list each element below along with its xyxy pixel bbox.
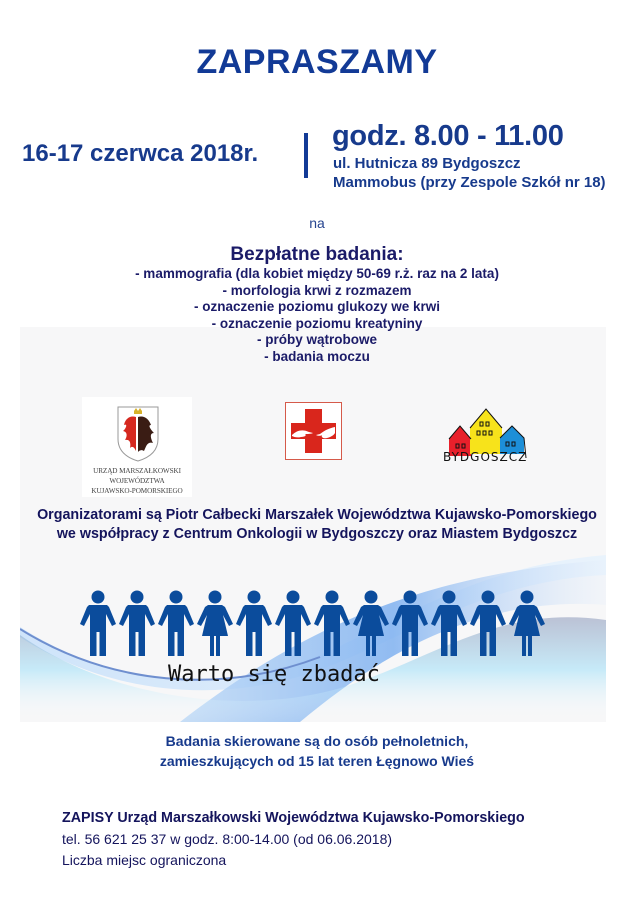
divider <box>304 133 308 178</box>
list-item: - próby wątrobowe <box>256 332 377 348</box>
slogan: Warto się zbadać <box>168 662 380 687</box>
registration-title: ZAPISY Urząd Marszałkowski Województwa Kujawsko-Pomorskiego <box>62 810 525 826</box>
organizers-line-2: we współpracy z Centrum Onkologii w Bydgoszczy oraz Miastem Bydgoszcz <box>56 526 578 542</box>
organizers-line-1: Organizatorami są Piotr Całbecki Marszałek Województwa Kujawsko-Pomorskiego <box>37 507 597 523</box>
eligibility-line-1: Badania skierowane są do osób pełnoletnich, <box>165 733 469 749</box>
bydgoszcz-houses-icon <box>440 404 536 462</box>
list-item: - morfologia krwi z rozmazem <box>222 282 412 298</box>
eligibility-line-2: zamieszkujących od 15 lat teren Łęgnowo Wieś <box>159 753 475 769</box>
list-item: - mammografia (dla kobiet między 50-69 r.ż. raz na 2 lata) <box>135 266 499 281</box>
bydgoszcz-logo-text: BYDGOSZCZ <box>443 450 528 462</box>
registration-note: Liczba miejsc ograniczona <box>62 852 227 868</box>
free-tests-title: Bezpłatne badania: <box>230 244 404 265</box>
page-title: ZAPRASZAMY <box>196 43 438 81</box>
marshal-office-logo <box>82 397 192 497</box>
list-item: - oznaczenie poziomu kreatyniny <box>211 315 423 331</box>
coat-of-arms-icon <box>116 405 160 463</box>
red-cross-hands-icon <box>285 402 342 460</box>
people-chain-icon <box>80 590 550 660</box>
list-item: - badania moczu <box>264 348 370 364</box>
event-location: Mammobus (przy Zespole Szkół nr 18) <box>333 174 606 191</box>
free-tests-list <box>0 266 634 366</box>
event-hours: godz. 8.00 - 11.00 <box>332 120 564 152</box>
event-address: ul. Hutnicza 89 Bydgoszcz <box>333 155 521 172</box>
registration-phone: tel. 56 621 25 37 w godz. 8:00-14.00 (od 06.06.2018) <box>62 831 393 847</box>
marshal-office-text: URZĄD MARSZAŁKOWSKI WOJEWÓDZTWA KUJAWSKO-POMORSKIEGO <box>91 467 183 495</box>
list-item: - oznaczenie poziomu glukozy we krwi <box>193 299 441 315</box>
event-date: 16-17 czerwca 2018r. <box>22 140 259 167</box>
connector-text: na <box>309 215 325 231</box>
